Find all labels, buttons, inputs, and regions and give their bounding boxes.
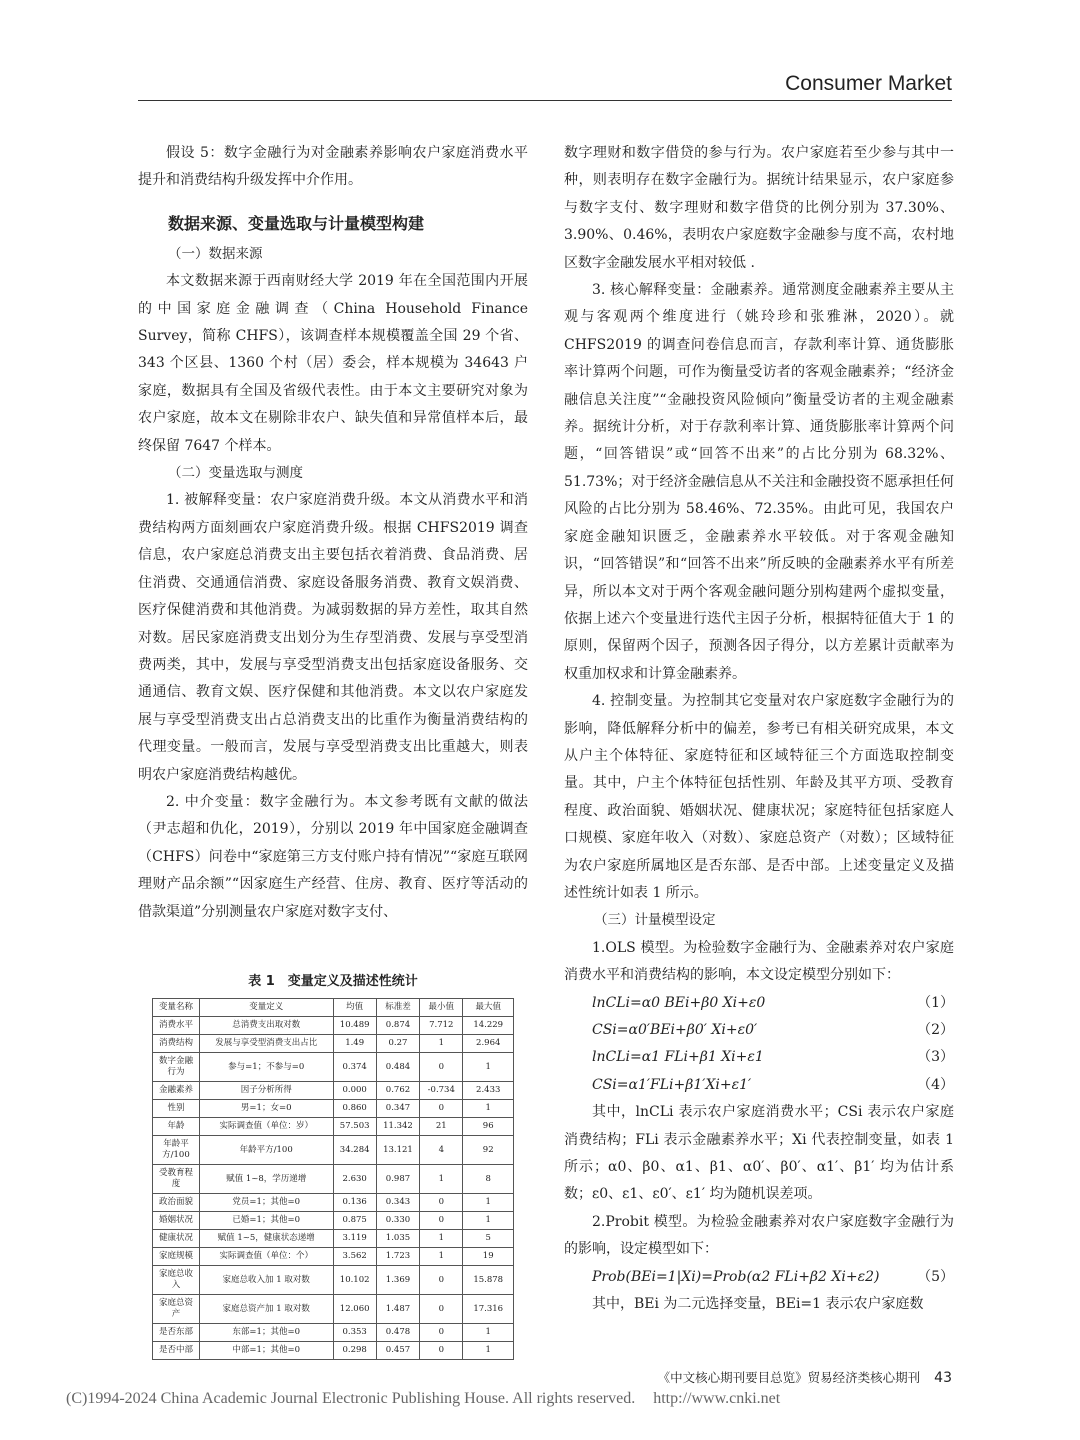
- table-cell: 3.562: [333, 1248, 376, 1266]
- equation-3: [564, 1044, 954, 1071]
- table-cell: 1: [420, 1230, 463, 1248]
- table-cell: 年龄平方/100: [153, 1136, 200, 1165]
- table-cell: 家庭规模: [153, 1248, 200, 1266]
- table-cell: 21: [420, 1118, 463, 1136]
- table-cell: 0.353: [333, 1324, 376, 1342]
- table-cell: 家庭总收入: [153, 1266, 200, 1295]
- right-column: [564, 140, 954, 1318]
- table-header-cell: 变量名称: [153, 999, 200, 1017]
- subheading-model: （三）计量模型设定: [594, 912, 716, 929]
- table-cell: 0.298: [333, 1342, 376, 1360]
- table-cell: 受教育程度: [153, 1165, 200, 1194]
- table-cell: 1: [420, 1035, 463, 1053]
- table-cell: 男=1；女=0: [199, 1100, 333, 1118]
- table-cell: 0.347: [376, 1100, 419, 1118]
- table-cell: 0.987: [376, 1165, 419, 1194]
- equation-formula: CSi=α0′BEi+β0′ Xi+ε0′: [592, 1021, 758, 1038]
- table-cell: 5: [463, 1230, 514, 1248]
- paragraph-digital-finance-cont: 数字理财和数字借贷的参与行为。农户家庭若至少参与其中一种，则表明存在数字金融行为。据统计结果显示，农户家庭参与数字支付、数字理财和数字借贷的比例分别为 37.30%、3.90%、0.46%，表明农户家庭数字金融参与度不高，农村地区数字金融发展水平相对较低 .: [564, 145, 954, 271]
- table-cell: 4: [420, 1136, 463, 1165]
- table-cell: 0: [420, 1053, 463, 1082]
- table-cell: 0.343: [376, 1194, 419, 1212]
- table-cell: 3.119: [333, 1230, 376, 1248]
- table-cell: 家庭总收入加 1 取对数: [199, 1266, 333, 1295]
- table-cell: 0.875: [333, 1212, 376, 1230]
- table-cell: 0.874: [376, 1017, 419, 1035]
- equation-formula: CSi=α1′FLi+β1′Xi+ε1′: [592, 1076, 752, 1093]
- table-cell: 0: [420, 1100, 463, 1118]
- table-cell: 14.229: [463, 1017, 514, 1035]
- table-cell: 0.27: [376, 1035, 419, 1053]
- table-cell: 实际调查值（单位：岁）: [199, 1118, 333, 1136]
- table-cell: 1.369: [376, 1266, 419, 1295]
- table-cell: 东部=1；其他=0: [199, 1324, 333, 1342]
- table-cell: 婚姻状况: [153, 1212, 200, 1230]
- table-cell: 0.478: [376, 1324, 419, 1342]
- paragraph-dependent-variable: 1. 被解释变量：农户家庭消费升级。本文从消费水平和消费结构两方面刻画农户家庭消费升级。根据 CHFS2019 调查信息，农户家庭总消费支出主要包括衣着消费、食品消费、居住消费、交通通信消费、家庭设备服务消费、教育文娱消费、医疗保健消费和其他消费。为减弱数据的异方差性，取其自然对数。居民家庭消费支出划分为生存型消费、发展与享受型消费两类，其中，发展与享受型消费支出包括家庭设备服务、交通通信、教育文娱、医疗保健和其他消费。本文以农户家庭发展与享受型消费支出占总消费支出的比重作为衡量消费结构的代理变量。一般而言，发展与享受型消费支出比重越大，则表明农户家庭消费结构越优。: [138, 492, 528, 783]
- table-cell: 1: [463, 1342, 514, 1360]
- table-cell: 0: [420, 1266, 463, 1295]
- table-header-cell: 标准差: [376, 999, 419, 1017]
- table-cell: 0: [420, 1212, 463, 1230]
- table-cell: 金融素养: [153, 1082, 200, 1100]
- table-cell: 数字金融行为: [153, 1053, 200, 1082]
- hypothesis-5: 假设 5：数字金融行为对金融素养影响农户家庭消费水平提升和消费结构升级发挥中介作用。: [138, 145, 528, 189]
- table-row: [153, 1212, 514, 1230]
- section-heading: 数据来源、变量选取与计量模型构建: [168, 213, 425, 233]
- table-cell: 政治面貌: [153, 1194, 200, 1212]
- header-rule: [138, 100, 952, 101]
- table-cell: 赋值 1~5，健康状态递增: [199, 1230, 333, 1248]
- table-row: [153, 1017, 514, 1035]
- table-cell: 性别: [153, 1100, 200, 1118]
- table-body: [153, 1017, 514, 1360]
- table-cell: 年龄平方/100: [199, 1136, 333, 1165]
- table-cell: 1.035: [376, 1230, 419, 1248]
- paragraph-data-source: 本文数据来源于西南财经大学 2019 年在全国范围内开展的中国家庭金融调查（China Household Finance Survey，简称 CHFS），该调查样本规模覆盖全国 29 个省、343 个区县、1360 个村（居）委会，样本规模为 34643 户家庭，数据具有全国及省级代表性。由于本文主要研究对象为农户家庭，故本文在剔除非农户、缺失值和异常值样本后，最终保留 7647 个样本。: [138, 273, 528, 454]
- table-cell: 19: [463, 1248, 514, 1266]
- table-cell: 0.762: [376, 1082, 419, 1100]
- table-cell: 96: [463, 1118, 514, 1136]
- running-header: Consumer Market: [785, 72, 952, 95]
- table-cell: 1: [463, 1194, 514, 1212]
- table-cell: 10.102: [333, 1266, 376, 1295]
- table-cell: 1: [463, 1212, 514, 1230]
- table-cell: 家庭总资产: [153, 1295, 200, 1324]
- table-row: [153, 1118, 514, 1136]
- table-cell: 是否东部: [153, 1324, 200, 1342]
- table-cell: 消费水平: [153, 1017, 200, 1035]
- table-cell: 1.487: [376, 1295, 419, 1324]
- table-row: [153, 1230, 514, 1248]
- table-header-cell: 变量定义: [199, 999, 333, 1017]
- table-row: [153, 1035, 514, 1053]
- equation-1: [564, 990, 954, 1017]
- footer-journal: [658, 1368, 952, 1386]
- table-cell: 1: [420, 1165, 463, 1194]
- table-row: [153, 1136, 514, 1165]
- table-cell: 0.136: [333, 1194, 376, 1212]
- table-row: [153, 1295, 514, 1324]
- variable-table: [152, 998, 514, 1360]
- cnki-url: http://www.cnki.net: [653, 1390, 781, 1407]
- left-column: [138, 140, 528, 926]
- equation-formula: lnCLi=α0 BEi+β0 Xi+ε0: [592, 994, 766, 1011]
- table-cell: 1.723: [376, 1248, 419, 1266]
- subheading-data-source: （一）数据来源: [168, 245, 263, 262]
- table-cell: 10.489: [333, 1017, 376, 1035]
- table-cell: 11.342: [376, 1118, 419, 1136]
- equation-5: [564, 1264, 954, 1291]
- paragraph-equation-notes: 其中，lnCLi 表示农户家庭消费水平；CSi 表示农户家庭消费结构；FLi 表示金融素养水平；Xi 代表控制变量，如表 1 所示；α0、β0、α1、β1、α0′、β0′、α1′、β1′ 均为估计系数；ε0、ε1、ε0′、ε1′ 均为随机误差项。: [564, 1104, 954, 1203]
- table-cell: 党员=1；其他=0: [199, 1194, 333, 1212]
- equation-formula: Prob(BEi=1|Xi)=Prob(α2 FLi+β2 Xi+ε2): [592, 1268, 880, 1285]
- table-cell: 因子分析所得: [199, 1082, 333, 1100]
- table-cell: 实际调查值（单位：个）: [199, 1248, 333, 1266]
- table-header-cell: 最小值: [420, 999, 463, 1017]
- table-cell: 0.484: [376, 1053, 419, 1082]
- table-cell: 15.878: [463, 1266, 514, 1295]
- table-cell: 17.316: [463, 1295, 514, 1324]
- table-cell: 8: [463, 1165, 514, 1194]
- table-row: [153, 1053, 514, 1082]
- table-cell: 1: [463, 1324, 514, 1342]
- paragraph-probit: 2.Probit 模型。为检验金融素养对农户家庭数字金融行为的影响，设定模型如下：: [564, 1213, 954, 1258]
- table-cell: 1: [463, 1053, 514, 1082]
- table-cell: 参与=1；不参与=0: [199, 1053, 333, 1082]
- table-row: [153, 1194, 514, 1212]
- table-header-row: [153, 999, 514, 1017]
- table-cell: 1.49: [333, 1035, 376, 1053]
- paragraph-mediator-variable: 2. 中介变量：数字金融行为。本文参考既有文献的做法（尹志超和仇化，2019），分别以 2019 年中国家庭金融调查（CHFS）问卷中“家庭第三方支付账户持有情况”“家庭互联网理财产品余额”“因家庭生产经营、住房、教育、医疗等活动的借款渠道”分别测量农户家庭对数字支付、: [138, 793, 528, 920]
- equation-number: （5）: [917, 1268, 954, 1285]
- table-cell: -0.734: [420, 1082, 463, 1100]
- equation-formula: lnCLi=α1 FLi+β1 Xi+ε1: [592, 1049, 764, 1066]
- table-cell: 1: [463, 1100, 514, 1118]
- table-row: [153, 1266, 514, 1295]
- table-cell: 0.457: [376, 1342, 419, 1360]
- table-cell: 0: [420, 1295, 463, 1324]
- copyright-text: (C)1994-2024 China Academic Journal Electronic Publishing House. All rights reserved.: [66, 1390, 636, 1407]
- table-cell: 是否中部: [153, 1342, 200, 1360]
- table-cell: 2.433: [463, 1082, 514, 1100]
- table-row: [153, 1248, 514, 1266]
- footer-journal-name: 《中文核心期刊要目总览》贸易经济类核心期刊: [657, 1370, 921, 1385]
- table-header-cell: 均值: [333, 999, 376, 1017]
- table-title: 表 1 变量定义及描述性统计: [248, 974, 418, 989]
- table-cell: 0: [420, 1342, 463, 1360]
- table-cell: 发展与享受型消费支出占比: [199, 1035, 333, 1053]
- table-cell: 1: [420, 1248, 463, 1266]
- table-cell: 13.121: [376, 1136, 419, 1165]
- subheading-variables: （二）变量选取与测度: [168, 465, 303, 482]
- table-cell: 赋值 1~8，学历递增: [199, 1165, 333, 1194]
- table-cell: 总消费支出取对数: [199, 1017, 333, 1035]
- paragraph-financial-literacy: 3. 核心解释变量：金融素养。通常测度金融素养主要从主观与客观两个维度进行（姚玲珍和张雅淋，2020）。就 CHFS2019 的调查问卷信息而言，存款利率计算、通货膨胀率计算两个问题，可作为衡量受访者的客观金融素养；“经济金融信息关注度”“金融投资风险倾向”衡量受访者的主观金融素养。据统计分析，对于存款利率计算、通货膨胀率计算两个问题，“回答错误”或“回答不出来”的占比分别为 68.32%、51.73%；对于经济金融信息从不关注和金融投资不愿承担任何风险的占比分别为 58.46%、72.35%。由此可见，我国农户家庭金融知识匮乏，金融素养水平较低。对于客观金融知识，“回答错误”和“回答不出来”所反映的金融素养水平有所差异，所以本文对于两个客观金融问题分别构建两个虚拟变量，依据上述六个变量进行迭代主因子分析，根据特征值大于 1 的原则，保留两个因子，预测各因子得分，以方差累计贡献率为权重加权求和计算金融素养。: [564, 282, 954, 682]
- paragraph-binary-variable: 其中，BEi 为二元选择变量，BEi=1 表示农户家庭数: [592, 1295, 924, 1312]
- table-cell: 12.060: [333, 1295, 376, 1324]
- table-row: [153, 1082, 514, 1100]
- table-cell: 已婚=1；其他=0: [199, 1212, 333, 1230]
- equation-number: （4）: [917, 1076, 954, 1093]
- paragraph-ols: 1.OLS 模型。为检验数字金融行为、金融素养对农户家庭消费水平和消费结构的影响，本文设定模型分别如下：: [564, 939, 954, 984]
- equation-number: （2）: [917, 1021, 954, 1038]
- equation-2: [564, 1017, 954, 1044]
- table-cell: 0: [420, 1324, 463, 1342]
- table-cell: 0.860: [333, 1100, 376, 1118]
- table-row: [153, 1324, 514, 1342]
- table-cell: 0: [420, 1194, 463, 1212]
- table-header-cell: 最大值: [463, 999, 514, 1017]
- table-cell: 57.503: [333, 1118, 376, 1136]
- table-row: [153, 1165, 514, 1194]
- table-cell: 34.284: [333, 1136, 376, 1165]
- table-cell: 2.964: [463, 1035, 514, 1053]
- table-row: [153, 1342, 514, 1360]
- paragraph-control-variables: 4. 控制变量。为控制其它变量对农户家庭数字金融行为的影响，降低解释分析中的偏差，参考已有相关研究成果，本文从户主个体特征、家庭特征和区域特征三个方面选取控制变量。其中，户主个体特征包括性别、年龄及其平方项、受教育程度、政治面貌、婚姻状况、健康状况；家庭特征包括家庭人口规模、家庭年收入（对数）、家庭总资产（对数）；区域特征为农户家庭所属地区是否东部、是否中部。上述变量定义及描述性统计如表 1 所示。: [564, 693, 954, 901]
- table-cell: 年龄: [153, 1118, 200, 1136]
- table-cell: 0.000: [333, 1082, 376, 1100]
- table-cell: 92: [463, 1136, 514, 1165]
- table-cell: 2.630: [333, 1165, 376, 1194]
- page-number: 43: [934, 1370, 952, 1386]
- table-cell: 健康状况: [153, 1230, 200, 1248]
- table-cell: 7.712: [420, 1017, 463, 1035]
- table-cell: 中部=1；其他=0: [199, 1342, 333, 1360]
- table-cell: 0.374: [333, 1053, 376, 1082]
- table-cell: 家庭总资产加 1 取对数: [199, 1295, 333, 1324]
- table-row: [153, 1100, 514, 1118]
- table-cell: 消费结构: [153, 1035, 200, 1053]
- table-cell: 0.330: [376, 1212, 419, 1230]
- equation-4: [564, 1072, 954, 1099]
- copyright-notice: [66, 1390, 780, 1408]
- equation-number: （1）: [917, 994, 954, 1011]
- equation-number: （3）: [917, 1049, 954, 1066]
